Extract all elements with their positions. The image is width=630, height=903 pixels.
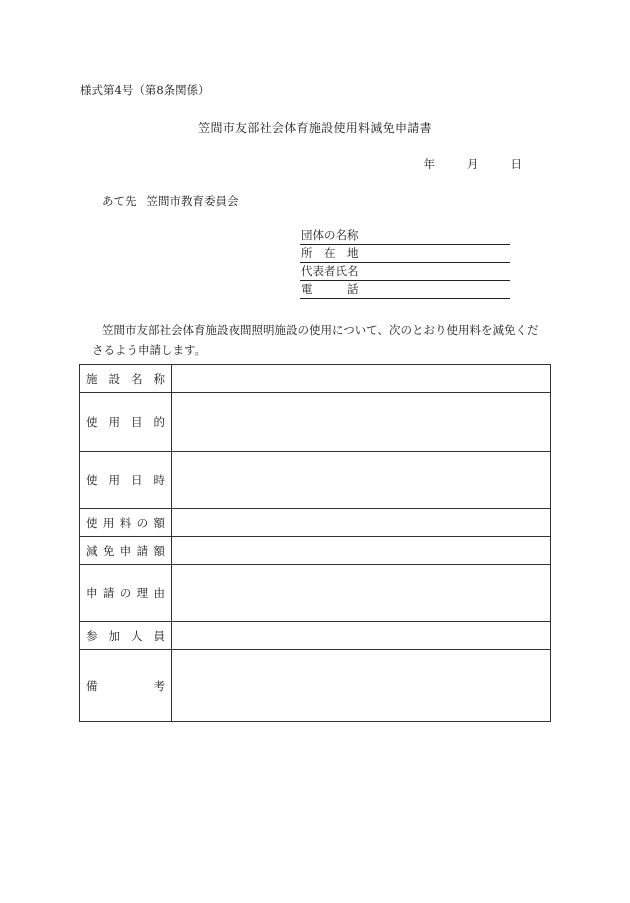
- form-number: 様式第4号（第8条関係）: [80, 83, 210, 97]
- address-label: 所 在 地: [301, 246, 359, 260]
- row-label: [80, 537, 172, 565]
- row-label-char: 考: [153, 678, 165, 693]
- row-label-char: 目: [131, 415, 143, 429]
- row-label: [80, 365, 172, 393]
- row-label-char: 請: [102, 586, 115, 600]
- row-label-char: 参: [86, 628, 98, 643]
- row-label-char: 料: [119, 515, 132, 530]
- request-line-2: さるよう申請します。: [92, 343, 207, 357]
- date-day-label: 日: [510, 157, 522, 171]
- table-row: [80, 365, 551, 393]
- table-row: [80, 622, 551, 650]
- row-value[interactable]: [172, 365, 551, 393]
- row-value[interactable]: [172, 565, 551, 622]
- document-title: 笠間市友部社会体育施設使用料減免申請書: [198, 121, 432, 135]
- row-label: [80, 650, 172, 722]
- addressee: [102, 193, 239, 209]
- table-row: [80, 650, 551, 722]
- addressee-prefix: あて先: [102, 194, 137, 208]
- row-label-char: 施: [86, 371, 98, 386]
- date-line: [424, 156, 523, 172]
- table-row: [80, 565, 551, 622]
- row-label-char: 理: [136, 586, 149, 600]
- row-label-char: 使: [86, 415, 98, 429]
- table-row: [80, 509, 551, 537]
- table-row: [80, 537, 551, 565]
- row-label: [80, 622, 172, 650]
- row-label: [80, 393, 172, 452]
- phone-field[interactable]: [300, 281, 510, 299]
- row-label-char: 額: [153, 543, 165, 558]
- row-value[interactable]: [172, 509, 551, 537]
- row-label-char: 減: [86, 543, 98, 558]
- row-value[interactable]: [172, 650, 551, 722]
- row-label-char: 日: [131, 473, 143, 487]
- group-name-field[interactable]: [300, 227, 510, 245]
- row-label-char: 免: [102, 543, 115, 558]
- table-row: [80, 393, 551, 452]
- row-label-char: 加: [108, 628, 120, 643]
- row-label-char: 人: [131, 628, 143, 643]
- row-label-char: 用: [102, 515, 115, 530]
- row-label-char: 用: [108, 415, 120, 429]
- row-label-char: 使: [86, 473, 98, 487]
- row-value[interactable]: [172, 393, 551, 452]
- request-statement: [92, 320, 562, 360]
- detail-table: [79, 364, 551, 722]
- table-row: [80, 452, 551, 509]
- date-year-label: 年: [423, 157, 435, 171]
- phone-label: 電 話: [301, 282, 359, 296]
- row-value[interactable]: [172, 537, 551, 565]
- row-label-char: 名: [131, 371, 143, 386]
- row-label-char: 額: [153, 515, 165, 530]
- representative-label: 代表者氏名: [301, 264, 359, 278]
- row-label: [80, 452, 172, 509]
- group-name-label: 団体の名称: [301, 228, 359, 242]
- row-label: [80, 565, 172, 622]
- row-value[interactable]: [172, 452, 551, 509]
- row-label-char: 用: [108, 473, 120, 487]
- addressee-recipient: 笠間市教育委員会: [146, 194, 239, 208]
- row-label-char: 使: [86, 515, 98, 530]
- row-label-char: 設: [108, 371, 120, 386]
- row-label-char: 時: [153, 473, 165, 487]
- row-label: [80, 509, 172, 537]
- row-label-char: 申: [86, 586, 98, 600]
- row-label-char: の: [119, 586, 132, 600]
- row-label-char: 請: [136, 543, 149, 558]
- address-field[interactable]: [300, 245, 510, 263]
- row-label-char: 的: [153, 415, 165, 429]
- representative-field[interactable]: [300, 263, 510, 281]
- row-label-char: 備: [86, 678, 98, 693]
- request-line-1: 笠間市友部社会体育施設夜間照明施設の使用について、次のとおり使用料を減免くだ: [102, 323, 539, 337]
- row-label-char: 由: [153, 586, 165, 600]
- row-value[interactable]: [172, 622, 551, 650]
- row-label-char: 申: [119, 543, 132, 558]
- row-label-char: 称: [153, 371, 165, 386]
- date-month-label: 月: [467, 157, 479, 171]
- row-label-char: の: [136, 515, 149, 530]
- row-label-char: 員: [153, 628, 165, 643]
